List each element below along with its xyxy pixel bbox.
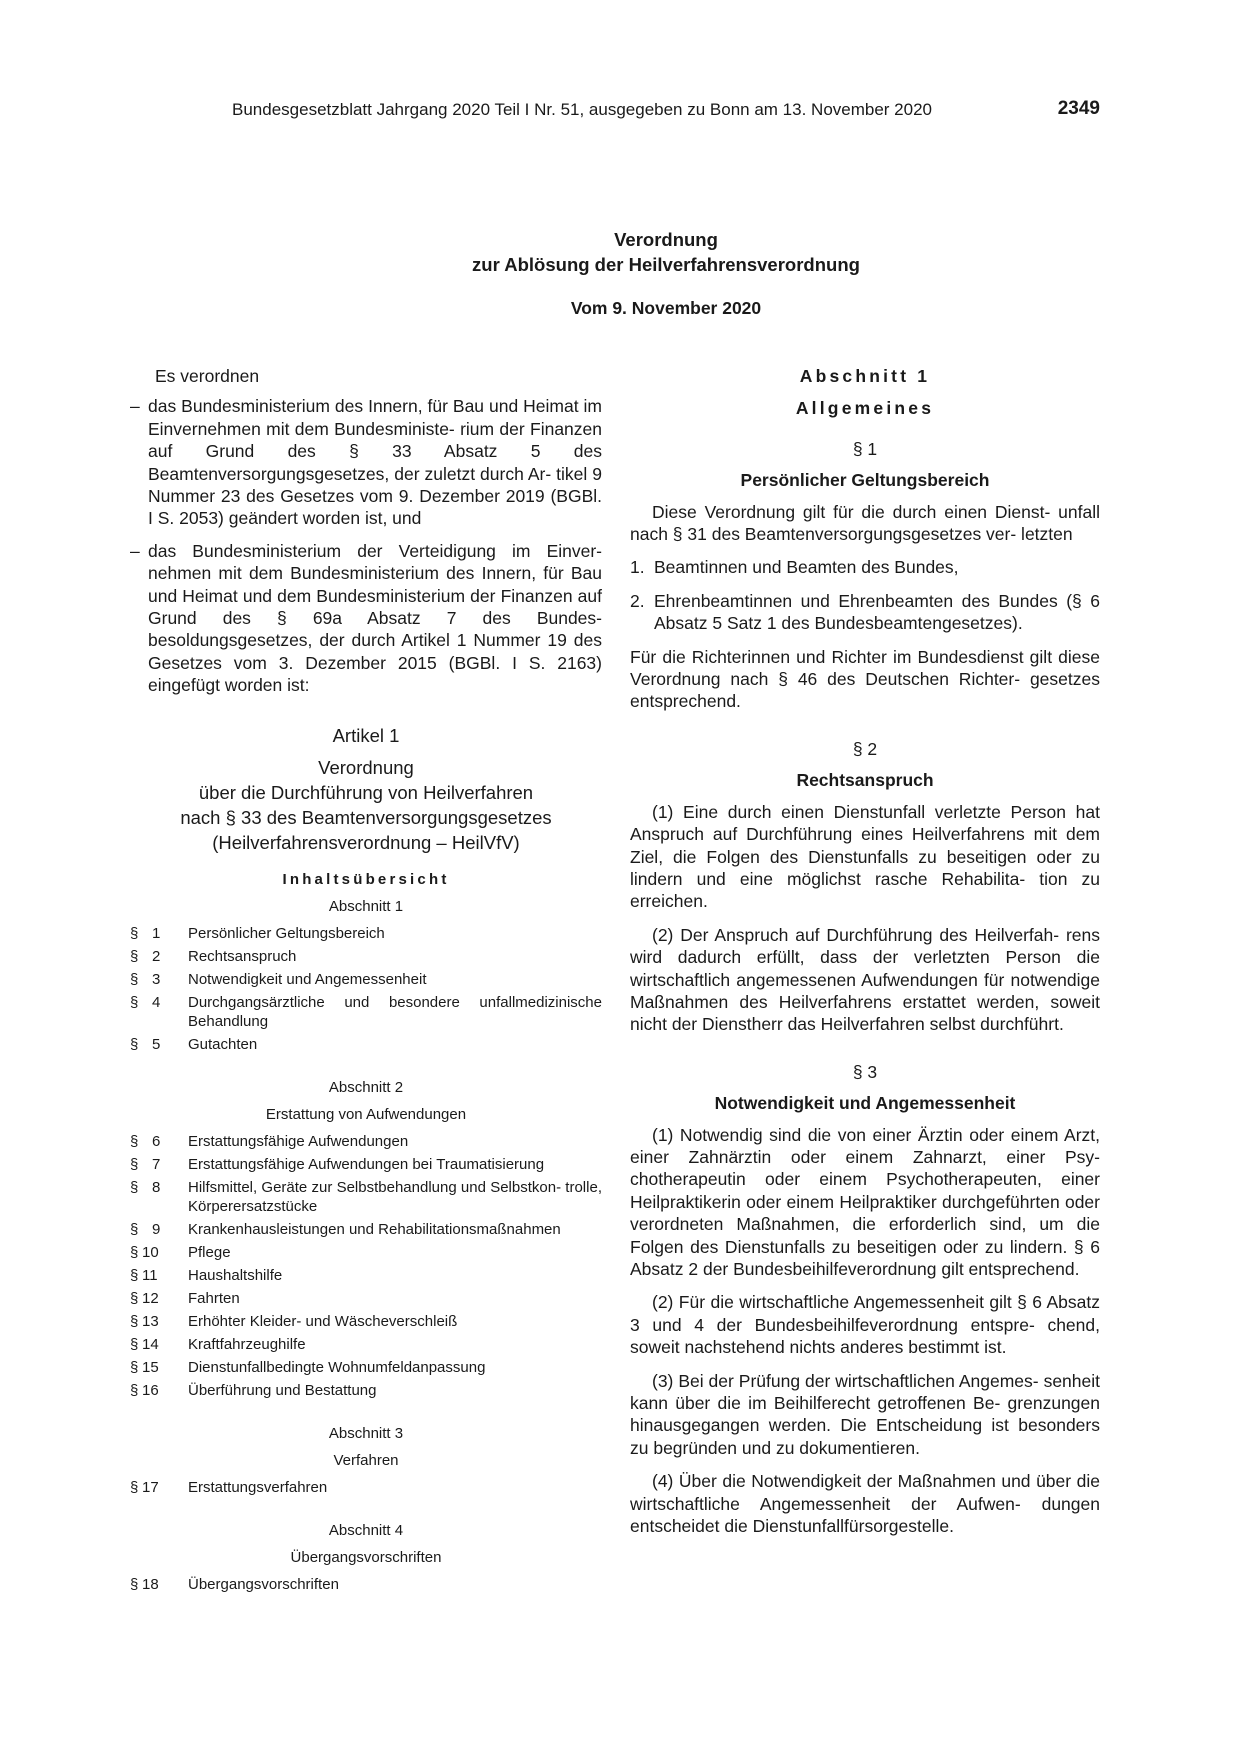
section-symbol: § <box>130 1179 139 1197</box>
section-number: § 2 <box>852 738 878 759</box>
section-symbol: § <box>130 1244 139 1262</box>
running-header <box>232 100 1100 124</box>
section-symbol: § <box>130 1156 139 1174</box>
section-symbol: § <box>130 1267 139 1285</box>
toc-entry-number: 15 <box>142 1359 159 1377</box>
toc-entry-title: Gutachten <box>188 1036 258 1054</box>
section-paragraph: (1) Eine durch einen Dienstunfall verletzte Person hat Anspruch auf Durchführung eines Heilverfahrens mit dem Ziel, die Folgen des Dienstunfalls zu beseitigen oder zu lindern und eine möglichst rasche Rehabilita- tion zu erreichen. <box>630 801 1100 912</box>
section-symbol: § <box>130 1221 139 1239</box>
toc-entry <box>130 1312 602 1331</box>
toc-entry-number: 12 <box>142 1290 159 1308</box>
toc-entry-number: 14 <box>142 1336 159 1354</box>
toc-entry <box>130 970 602 989</box>
section-paragraph: Für die Richterinnen und Richter im Bundesdienst gilt diese Verordnung nach § 46 des Deutschen Richter- gesetzes entsprechend. <box>630 646 1100 712</box>
document-title-line-1: Verordnung <box>614 229 718 250</box>
dash-bullet: – <box>130 540 140 561</box>
section-title: Rechtsanspruch <box>796 770 934 791</box>
preamble-item <box>130 395 602 529</box>
toc-entry <box>130 1035 602 1054</box>
section-symbol: § <box>130 1479 139 1497</box>
section-paragraph: (2) Der Anspruch auf Durchführung des Heilverfah- rens wird dadurch erfüllt, dass der verletzten Person die wirtschaftlich angemessenen Aufwendungen für notwendige Maßnahmen des Heilverfahrens erstattet werden, soweit nicht der Dienstherr das Heilverfahren selbst durchführt. <box>630 924 1100 1035</box>
page-number: 2349 <box>1057 98 1100 119</box>
abschnitt-label: Abschnitt 1 <box>799 366 931 386</box>
toc-entry-title: Pflege <box>188 1244 231 1262</box>
toc-section-label: Abschnitt 1 <box>328 898 404 916</box>
toc-entry <box>130 1132 602 1151</box>
section-symbol: § <box>130 1313 139 1331</box>
toc-entry-title: Persönlicher Geltungsbereich <box>188 925 385 943</box>
article-label: Artikel 1 <box>332 724 400 746</box>
item-number: 2. <box>630 590 645 611</box>
preamble-item <box>130 540 602 697</box>
toc-entry-title: Krankenhausleistungen und Rehabilitationsmaßnahmen <box>188 1221 561 1239</box>
toc-section-title: Verfahren <box>333 1452 399 1470</box>
section-symbol: § <box>130 994 139 1012</box>
toc-entry-title: Hilfsmittel, Geräte zur Selbstbehandlung und Selbstkon- trolle, Körperersatzstücke <box>188 1179 602 1216</box>
toc-entry-number: 9 <box>152 1221 161 1239</box>
toc-entry <box>130 1155 602 1174</box>
toc-section-label: Abschnitt 2 <box>328 1079 404 1097</box>
item-text: Ehrenbeamtinnen und Ehrenbeamten des Bundes (§ 6 Absatz 5 Satz 1 des Bundesbeamtengesetzes). <box>654 590 1100 634</box>
abschnitt-title: Allgemeines <box>795 398 935 419</box>
section-number: § 3 <box>852 1061 878 1082</box>
toc-entry-number: 11 <box>142 1267 158 1285</box>
section-symbol: § <box>130 1576 139 1594</box>
section-paragraph: (2) Für die wirtschaftliche Angemessenheit gilt § 6 Absatz 3 und 4 der Bundesbeihilfeverordnung entspre- chend, soweit nachstehend nichts anderes bestimmt ist. <box>630 1292 1100 1358</box>
right-column <box>630 365 1100 1548</box>
toc-entry-number: 8 <box>152 1179 161 1197</box>
toc-entry-title: Überführung und Bestattung <box>188 1382 377 1400</box>
toc-entry <box>130 1243 602 1262</box>
document-title-block <box>232 227 1100 319</box>
left-column <box>130 365 602 1598</box>
toc-entry-title: Notwendigkeit und Angemessenheit <box>188 971 427 989</box>
document-title-line-2: zur Ablösung der Heilverfahrensverordnung <box>472 254 860 275</box>
toc-entry-number: 5 <box>152 1036 161 1054</box>
toc-entry-number: 7 <box>152 1156 161 1174</box>
article-title-line: über die Durchführung von Heilverfahren <box>198 781 534 803</box>
section-paragraph: Diese Verordnung gilt für die durch einen Dienst- unfall nach § 31 des Beamtenversorgungsgesetzes ver- letzten <box>630 501 1100 545</box>
section-title: Notwendigkeit und Angemessenheit <box>714 1093 1016 1114</box>
toc-entry-number: 10 <box>142 1244 159 1262</box>
toc-entry-title: Haushaltshilfe <box>188 1267 283 1285</box>
toc-entry <box>130 1289 602 1308</box>
toc-entry <box>130 1220 602 1239</box>
toc-entry-number: 2 <box>152 948 161 966</box>
toc-entry-title: Übergangsvorschriften <box>188 1576 339 1594</box>
toc-section-label: Abschnitt 4 <box>328 1522 404 1540</box>
item-number: 1. <box>630 557 645 578</box>
toc-entry-number: 16 <box>142 1382 159 1400</box>
toc-section-label: Abschnitt 3 <box>328 1425 404 1443</box>
toc-entry-title: Erstattungsfähige Aufwendungen <box>188 1133 409 1151</box>
toc-entry <box>130 1478 602 1497</box>
toc-entry <box>130 947 602 966</box>
section-symbol: § <box>130 1382 139 1400</box>
section-symbol: § <box>130 1336 139 1354</box>
toc-entry <box>130 1575 602 1594</box>
toc-entry-title: Erstattungsfähige Aufwendungen bei Traumatisierung <box>188 1156 545 1174</box>
section-symbol: § <box>130 1359 139 1377</box>
section-title: Persönlicher Geltungsbereich <box>740 470 990 491</box>
toc-entry <box>130 1266 602 1285</box>
toc-entry-number: 17 <box>142 1479 159 1497</box>
toc-entry-title: Erhöhter Kleider- und Wäscheverschleiß <box>188 1313 458 1331</box>
toc-section-title: Übergangsvorschriften <box>290 1549 442 1567</box>
toc-entry-title: Fahrten <box>188 1290 240 1308</box>
toc-entry <box>130 1358 602 1377</box>
toc-entry-number: 13 <box>142 1313 159 1331</box>
article-title-line: Verordnung <box>318 756 414 778</box>
toc-entry-number: 6 <box>152 1133 161 1151</box>
preamble-item-text: das Bundesministerium der Verteidigung im Einver- nehmen mit dem Bundesministerium des Innern, für Bau und Heimat und dem Bundesministerium der Finanzen auf Grund des § 69a Absatz 7 des Bundes- besoldungsgesetzes, der durch Artikel 1 Nummer 19 des Gesetzes vom 3. Dezember 2015 (BGBl. I S. 2163) eingefügt worden ist: <box>148 540 602 696</box>
dash-bullet: – <box>130 396 140 417</box>
item-text: Beamtinnen und Beamten des Bundes, <box>654 557 959 578</box>
numbered-item <box>630 556 1100 578</box>
toc-entry <box>130 993 602 1031</box>
toc-entry <box>130 924 602 943</box>
toc-entry-title: Durchgangsärztliche und besondere unfallmedizinische Behandlung <box>188 994 602 1031</box>
document-date: Vom 9. November 2020 <box>570 298 762 318</box>
section-symbol: § <box>130 1133 139 1151</box>
toc-entry-number: 3 <box>152 971 161 989</box>
toc-entry <box>130 1381 602 1400</box>
toc-entry <box>130 1335 602 1354</box>
toc-section-title: Erstattung von Aufwendungen <box>265 1106 467 1124</box>
toc-entry-title: Dienstunfallbedingte Wohnumfeldanpassung <box>188 1359 486 1377</box>
numbered-item <box>630 590 1100 635</box>
header-citation: Bundesgesetzblatt Jahrgang 2020 Teil I Nr. 51, ausgegeben zu Bonn am 13. November 2020 <box>232 100 932 119</box>
section-paragraph: (3) Bei der Prüfung der wirtschaftlichen Angemes- senheit kann über die im Beihilferecht getroffenen Be- grenzungen hinausgegangen werden. Die Entscheidung ist besonders zu begründen und zu dokumentieren. <box>630 1370 1100 1458</box>
section-symbol: § <box>130 971 139 989</box>
article-title-line: nach § 33 des Beamtenversorgungsgesetzes <box>180 806 552 828</box>
table-of-contents <box>130 897 602 1594</box>
section-symbol: § <box>130 1290 139 1308</box>
section-symbol: § <box>130 925 139 943</box>
preamble-item-text: das Bundesministerium des Innern, für Bau und Heimat im Einvernehmen mit dem Bundesministe- rium der Finanzen auf Grund des § 33 Absatz 5 des Beamtenversorgungsgesetzes, der zuletzt durch Ar- tikel 9 Nummer 23 des Gesetzes vom 9. Dezember 2019 (BGBl. I S. 2053) geändert worden ist, und <box>148 396 602 529</box>
toc-entry <box>130 1178 602 1216</box>
toc-entry-number: 1 <box>152 925 161 943</box>
section-symbol: § <box>130 948 139 966</box>
toc-entry-number: 4 <box>152 994 161 1012</box>
preamble-intro: Es verordnen <box>155 366 260 386</box>
toc-entry-title: Erstattungsverfahren <box>188 1479 328 1497</box>
toc-entry-title: Kraftfahrzeughilfe <box>188 1336 306 1354</box>
toc-entry-title: Rechtsanspruch <box>188 948 297 966</box>
section-paragraph: (1) Notwendig sind die von einer Ärztin oder einem Arzt, einer Zahnärztin oder einem Zahnarzt, einer Psy- chotherapeutin oder einem Psychotherapeuten, einer Heilpraktikerin oder einem Heilpraktiker durchgeführten oder verordneten Maßnahmen, die erforderlich sind, um die Folgen des Dienstunfalls zu beseitigen oder zu lindern. § 6 Absatz 2 der Bundesbeihilfeverordnung gilt entsprechend. <box>630 1124 1100 1279</box>
article-title-line: (Heilverfahrensverordnung – HeilVfV) <box>212 831 520 853</box>
section-symbol: § <box>130 1036 139 1054</box>
toc-heading: Inhaltsübersicht <box>282 870 450 888</box>
toc-entry-number: 18 <box>142 1576 159 1594</box>
section-paragraph: (4) Über die Notwendigkeit der Maßnahmen und über die wirtschaftliche Angemessenheit der Aufwen- dungen entscheidet die Dienstunfallfürsorgestelle. <box>630 1471 1100 1537</box>
section-number: § 1 <box>852 438 878 459</box>
